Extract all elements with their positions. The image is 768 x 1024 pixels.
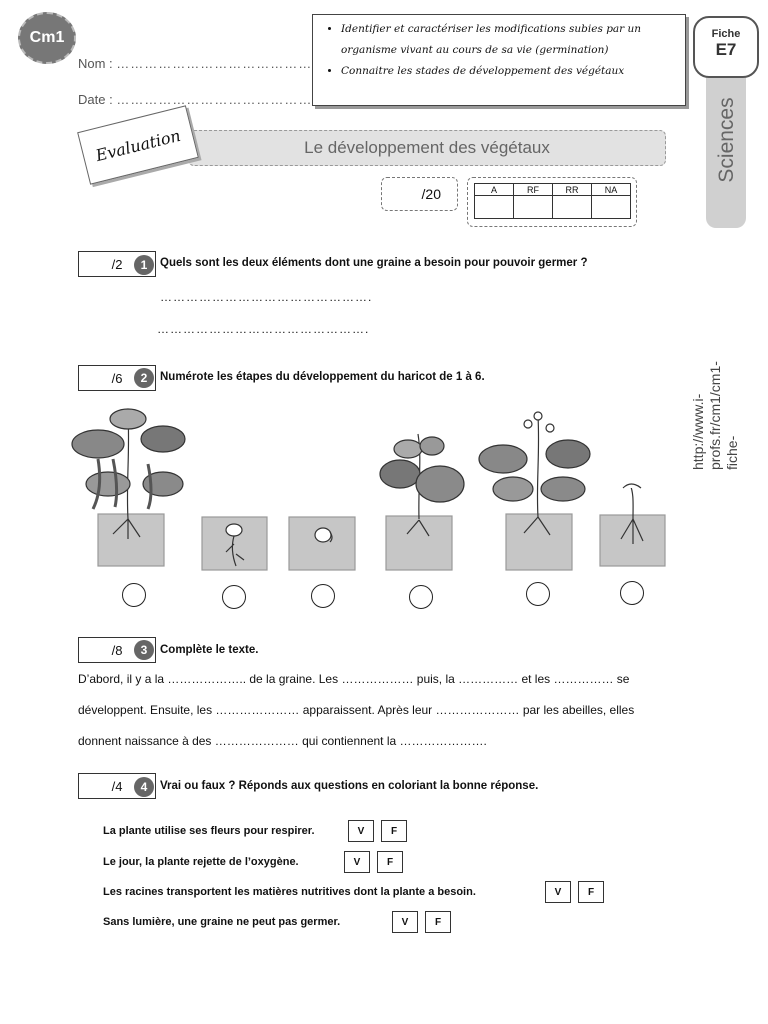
evaluation-flag: Evaluation (77, 105, 199, 184)
q1-answer-line-1[interactable]: …………………………………………. (160, 290, 373, 304)
plant-stage-pods (72, 409, 185, 566)
plant-stage-germinating-seed (202, 517, 267, 570)
q2-points-box[interactable]: /6 (78, 365, 156, 391)
true-button[interactable]: V (545, 881, 571, 903)
grade-header: RR (553, 184, 592, 196)
date-field[interactable] (78, 92, 312, 107)
plant-stage-seed (289, 517, 355, 570)
q3-paragraph-line[interactable]: développent. Ensuite, les ………………… apparaissent. Après leur ………………… par les abeilles, elles (78, 703, 635, 717)
objectives-box (312, 14, 686, 106)
q4-points-box[interactable]: /4 (78, 773, 156, 799)
date-dots: …………………………………… (116, 92, 313, 107)
fiche-label: Fiche (711, 28, 741, 40)
q4-text: Vrai ou faux ? Réponds aux questions en coloriant la bonne réponse. (160, 780, 539, 792)
name-label: Nom : (78, 56, 113, 71)
stage-circle-3[interactable] (311, 584, 335, 608)
tf-statement: Le jour, la plante rejette de l’oxygène. (103, 856, 299, 868)
grade-table (467, 177, 637, 227)
bean-stages-illustration (68, 404, 668, 574)
q3-paragraph-line[interactable]: D’abord, il y a la ……………….. de la graine. Les ……………… puis, la …………… et les …………… se (78, 672, 630, 686)
grade-header: NA (592, 184, 631, 196)
grade-cell[interactable] (592, 196, 631, 219)
objective-item: • Identifier et caractériser les modifications subies par un organisme vivant au cours de sa vie (germination) (341, 19, 677, 61)
plant-stage-young-plant (380, 434, 464, 570)
plant-stage-flowering (479, 412, 590, 570)
stage-circle-1[interactable] (122, 583, 146, 607)
date-label: Date : (78, 92, 113, 107)
stage-circle-5[interactable] (526, 582, 550, 606)
subject-tab (706, 72, 746, 228)
true-button[interactable]: V (392, 911, 418, 933)
q2-number: 2 (134, 368, 154, 388)
plant-stage-sprout (600, 484, 665, 566)
source-url[interactable]: http://www.i-profs.fr/cm1/cm1-fiche- (690, 361, 740, 470)
false-button[interactable]: F (377, 851, 403, 873)
subject-label: Sciences (715, 97, 738, 183)
stage-circle-6[interactable] (620, 581, 644, 605)
grade-header: RF (514, 184, 553, 196)
fiche-badge (693, 16, 759, 78)
q3-paragraph-line[interactable]: donnent naissance à des ………………… qui contiennent la …………………. (78, 734, 487, 748)
q1-text: Quels sont les deux éléments dont une graine a besoin pour pouvoir germer ? (160, 257, 588, 269)
q1-answer-line-2[interactable]: …………………………………………. (157, 322, 370, 336)
page-title: Le développement des végétaux (188, 130, 666, 166)
fiche-code: E7 (715, 40, 737, 59)
false-button[interactable]: F (578, 881, 604, 903)
name-dots: …………………………………… (116, 56, 313, 71)
q3-points-box[interactable]: /8 (78, 637, 156, 663)
level-badge: Cm1 (18, 12, 76, 64)
q2-text: Numérote les étapes du développement du haricot de 1 à 6. (160, 371, 485, 383)
grade-header: A (475, 184, 514, 196)
true-button[interactable]: V (344, 851, 370, 873)
name-field[interactable] (78, 56, 312, 71)
stage-circle-2[interactable] (222, 585, 246, 609)
q4-number: 4 (134, 777, 154, 797)
false-button[interactable]: F (425, 911, 451, 933)
grade-cell[interactable] (553, 196, 592, 219)
q1-number: 1 (134, 255, 154, 275)
q3-text: Complète le texte. (160, 644, 259, 656)
grade-cell[interactable] (475, 196, 514, 219)
true-button[interactable]: V (348, 820, 374, 842)
total-score-box[interactable]: /20 (381, 177, 458, 211)
false-button[interactable]: F (381, 820, 407, 842)
q3-number: 3 (134, 640, 154, 660)
tf-statement: Sans lumière, une graine ne peut pas germer. (103, 916, 341, 928)
tf-statement: La plante utilise ses fleurs pour respirer. (103, 825, 315, 837)
stage-circle-4[interactable] (409, 585, 433, 609)
tf-statement: Les racines transportent les matières nutritives dont la plante a besoin. (103, 886, 476, 898)
q1-points-box[interactable]: /2 (78, 251, 156, 277)
objective-item: • Connaitre les stades de développement des végétaux (341, 61, 677, 82)
grade-cell[interactable] (514, 196, 553, 219)
